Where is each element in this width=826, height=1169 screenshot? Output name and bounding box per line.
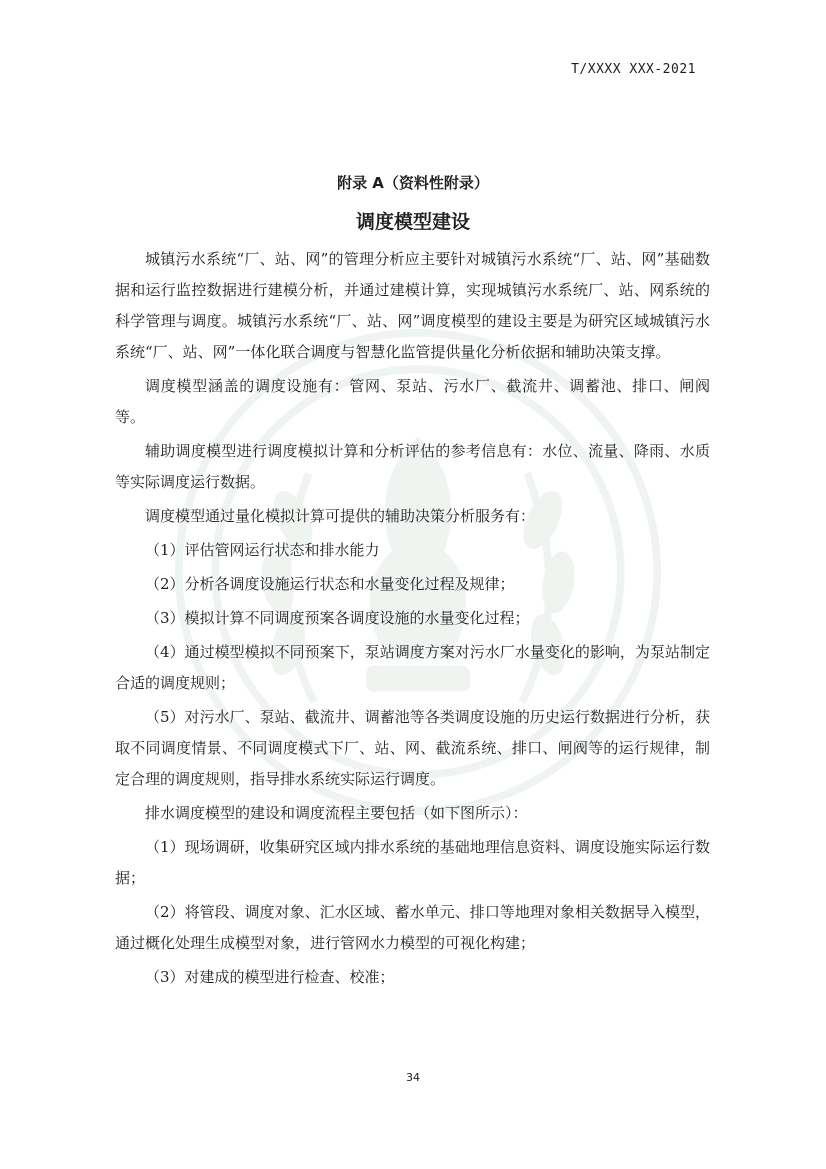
paragraph: 调度模型涵盖的调度设施有：管网、泵站、污水厂、截流井、调蓄池、排口、闸阀等。	[115, 377, 710, 426]
paragraph: 调度模型通过量化模拟计算可提供的辅助决策分析服务有：	[145, 507, 536, 525]
document-code: T/XXXX XXX-2021	[571, 62, 696, 77]
paragraph: 排水调度模型的建设和调度流程主要包括（如下图所示）：	[145, 804, 528, 822]
paragraph: 城镇污水系统“厂、站、网”的管理分析应主要针对城镇污水系统“厂、站、网”基础数据和运行监控数据进行建模分析，并通过建模计算，实现城镇污水系统厂、站、网系统的科学管理与调度。城镇污水系统“厂、站、网”调度模型的建设主要是为研究区域城镇污水系统“厂、站、网”一体化联合调度与智慧化监管提供量化分析依据和辅助决策支撑。	[115, 250, 710, 361]
list-item: （3）对建成的模型进行检查、校准；	[145, 968, 395, 986]
page-title: 调度模型建设	[355, 211, 470, 233]
list-item: （2）将管段、调度对象、汇水区域、蓄水单元、排口等地理对象相关数据导入模型，通过概化处理生成模型对象，进行管网水力模型的可视化构建；	[115, 903, 710, 952]
paragraph: 辅助调度模型进行调度模拟计算和分析评估的参考信息有：水位、流量、降雨、水质等实际调度运行数据。	[115, 442, 710, 491]
list-item: （5）对污水厂、泵站、截流井、调蓄池等各类调度设施的历史运行数据进行分析，获取不同调度情景、不同调度模式下厂、站、网、截流系统、排口、闸阀等的运行规律，制定合理的调度规则，指导排水系统实际运行调度。	[115, 708, 710, 788]
appendix-title: 附录 A（资料性附录）	[337, 174, 489, 192]
list-item: （4）通过模型模拟不同预案下，泵站调度方案对污水厂水量变化的影响，为泵站制定合适的调度规则；	[115, 643, 710, 692]
list-item: （3）模拟计算不同调度预案各调度设施的水量变化过程；	[145, 609, 530, 627]
page-number: 34	[406, 1071, 420, 1084]
list-item: （2）分析各调度设施运行状态和水量变化过程及规律；	[145, 575, 515, 593]
list-item: （1）现场调研，收集研究区域内排水系统的基础地理信息资料、调度设施实际运行数据；	[115, 838, 710, 887]
list-item: （1）评估管网运行状态和排水能力	[145, 541, 380, 559]
body-text	[115, 244, 710, 996]
